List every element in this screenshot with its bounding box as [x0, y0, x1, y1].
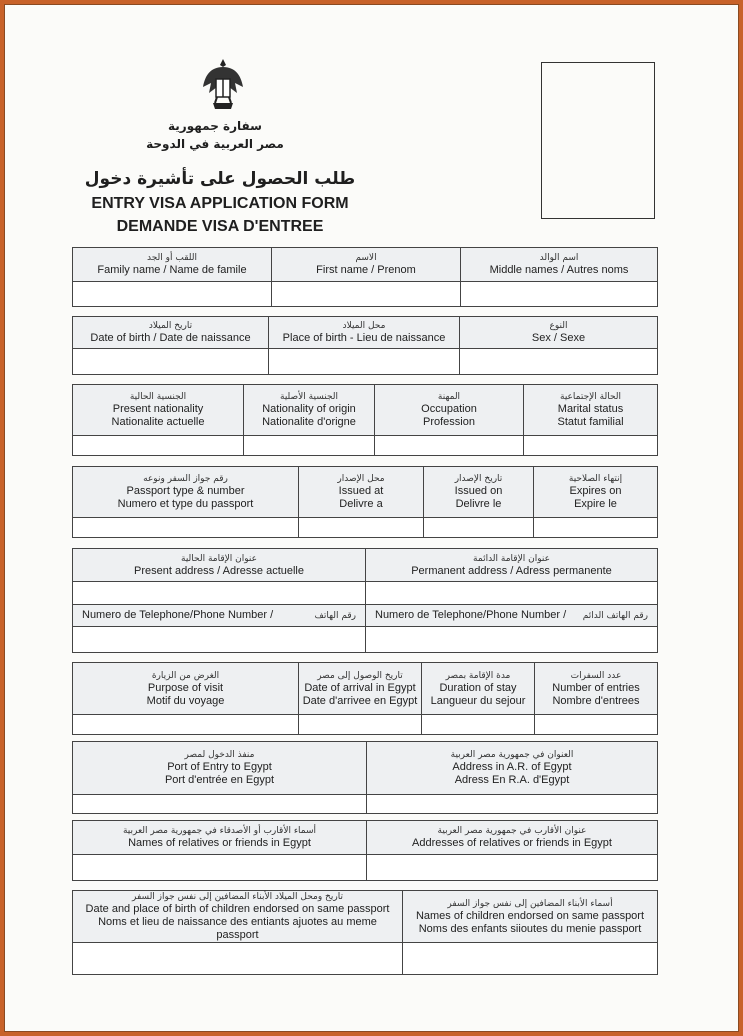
section-birth — [72, 316, 658, 375]
section-relatives — [72, 820, 658, 881]
family-name-label: اللقب أو الجد Family name / Name de famile — [73, 248, 272, 282]
children-names-label: أسماء الأبناء المضافين إلى نفس جواز السفر Names of children endorsed on same passport Noms des enfants siioutes du menie passport — [403, 891, 658, 943]
occupation-field[interactable] — [375, 436, 524, 456]
first-name-label: الاسم First name / Prenom — [272, 248, 461, 282]
embassy-line-1: سفارة جمهورية — [168, 119, 262, 133]
present-address-label: عنوان الإقامة الحالية Present address / Adresse actuelle — [73, 549, 366, 582]
phone-label: Numero de Telephone/Phone Number / رقم الهاتف — [73, 605, 366, 627]
family-name-field[interactable] — [73, 282, 272, 307]
entries-label: عدد السفرات Number of entries Nombre d'entrees — [535, 663, 658, 715]
pob-field[interactable] — [269, 349, 460, 375]
occupation-label: المهنة Occupation Profession — [375, 385, 524, 436]
present-address-field[interactable] — [73, 582, 366, 605]
section-names — [72, 247, 658, 307]
expires-label: إنتهاء الصلاحية Expires on Expire le — [534, 467, 658, 518]
relatives-label: أسماء الأقارب أو الأصدقاء في جمهورية مصر العربية Names of relatives or friends in Egypt — [73, 821, 367, 855]
entries-field[interactable] — [535, 715, 658, 735]
issued-on-label: تاريخ الإصدار Issued on Delivre le — [424, 467, 534, 518]
port-field[interactable] — [73, 795, 367, 814]
dob-label: تاريخ الميلاد Date of birth / Date de naissance — [73, 317, 269, 349]
permanent-phone-label: Numero de Telephone/Phone Number / رقم الهاتف الدائم — [366, 605, 658, 627]
nationality-label: الجنسية الحالية Present nationality Nationalite actuelle — [73, 385, 244, 436]
section-entry — [72, 741, 658, 814]
origin-label: الجنسية الأصلية Nationality of origin Nationalite d'origne — [244, 385, 375, 436]
duration-field[interactable] — [422, 715, 535, 735]
egypt-address-label: العنوان في جمهورية مصر العربية Address in A.R. of Egypt Adress En R.A. d'Egypt — [367, 742, 658, 795]
photo-box[interactable] — [541, 62, 655, 219]
origin-field[interactable] — [244, 436, 375, 456]
sex-field[interactable] — [460, 349, 658, 375]
relatives-address-label: عنوان الأقارب في جمهورية مصر العربية Addresses of relatives or friends in Egypt — [367, 821, 658, 855]
marital-label: الحالة الإجتماعية Marital status Statut familial — [524, 385, 658, 436]
embassy-arabic-name — [125, 117, 305, 153]
egypt-address-field[interactable] — [367, 795, 658, 814]
title-arabic: طلب الحصول على تأشيرة دخول — [84, 169, 356, 189]
pob-label: محل الميلاد Place of birth - Lieu de naissance — [269, 317, 460, 349]
sex-label: النوع Sex / Sexe — [460, 317, 658, 349]
issued-at-label: محل الإصدار Issued at Delivre a — [299, 467, 424, 518]
marital-field[interactable] — [524, 436, 658, 456]
arrival-label: تاريخ الوصول إلى مصر Date of arrival in Egypt Date d'arrivee en Egypt — [299, 663, 422, 715]
permanent-address-field[interactable] — [366, 582, 658, 605]
dob-field[interactable] — [73, 349, 269, 375]
phone-field[interactable] — [73, 627, 366, 653]
relatives-field[interactable] — [73, 855, 367, 881]
first-name-field[interactable] — [272, 282, 461, 307]
section-status — [72, 384, 658, 456]
arrival-field[interactable] — [299, 715, 422, 735]
nationality-field[interactable] — [73, 436, 244, 456]
middle-name-field[interactable] — [461, 282, 658, 307]
form-page — [4, 4, 739, 1032]
middle-name-label: اسم الوالد Middle names / Autres noms — [461, 248, 658, 282]
section-children — [72, 890, 658, 975]
duration-label: مدة الإقامة بمصر Duration of stay Langueur du sejour — [422, 663, 535, 715]
section-passport — [72, 466, 658, 538]
port-label: منفذ الدخول لمصر Port of Entry to Egypt Port d'entrée en Egypt — [73, 742, 367, 795]
relatives-address-field[interactable] — [367, 855, 658, 881]
children-dob-field[interactable] — [73, 943, 403, 975]
permanent-phone-field[interactable] — [366, 627, 658, 653]
issued-on-field[interactable] — [424, 518, 534, 538]
children-names-field[interactable] — [403, 943, 658, 975]
eagle-emblem-icon — [201, 57, 245, 115]
embassy-line-2: مصر العربية في الدوحة — [146, 137, 284, 151]
title-english: ENTRY VISA APPLICATION FORM — [91, 195, 349, 212]
passport-label: رقم جواز السفر ونوعه Passport type & number Numero et type du passport — [73, 467, 299, 518]
section-address — [72, 548, 658, 653]
permanent-address-label: عنوان الإقامة الدائمة Permanent address / Adress permanente — [366, 549, 658, 582]
passport-field[interactable] — [73, 518, 299, 538]
title-french: DEMANDE VISA D'ENTREE — [116, 218, 324, 235]
purpose-field[interactable] — [73, 715, 299, 735]
issued-at-field[interactable] — [299, 518, 424, 538]
expires-field[interactable] — [534, 518, 658, 538]
purpose-label: الغرض من الزيارة Purpose of visit Motif du voyage — [73, 663, 299, 715]
section-visit — [72, 662, 658, 735]
children-dob-label: تاريخ ومحل الميلاد الأبناء المضافين إلى نفس جواز السفر Date and place of birth of children endorsed on same passport Noms et lieu de naissance des entiants ajuotes au meme passport — [73, 891, 403, 943]
